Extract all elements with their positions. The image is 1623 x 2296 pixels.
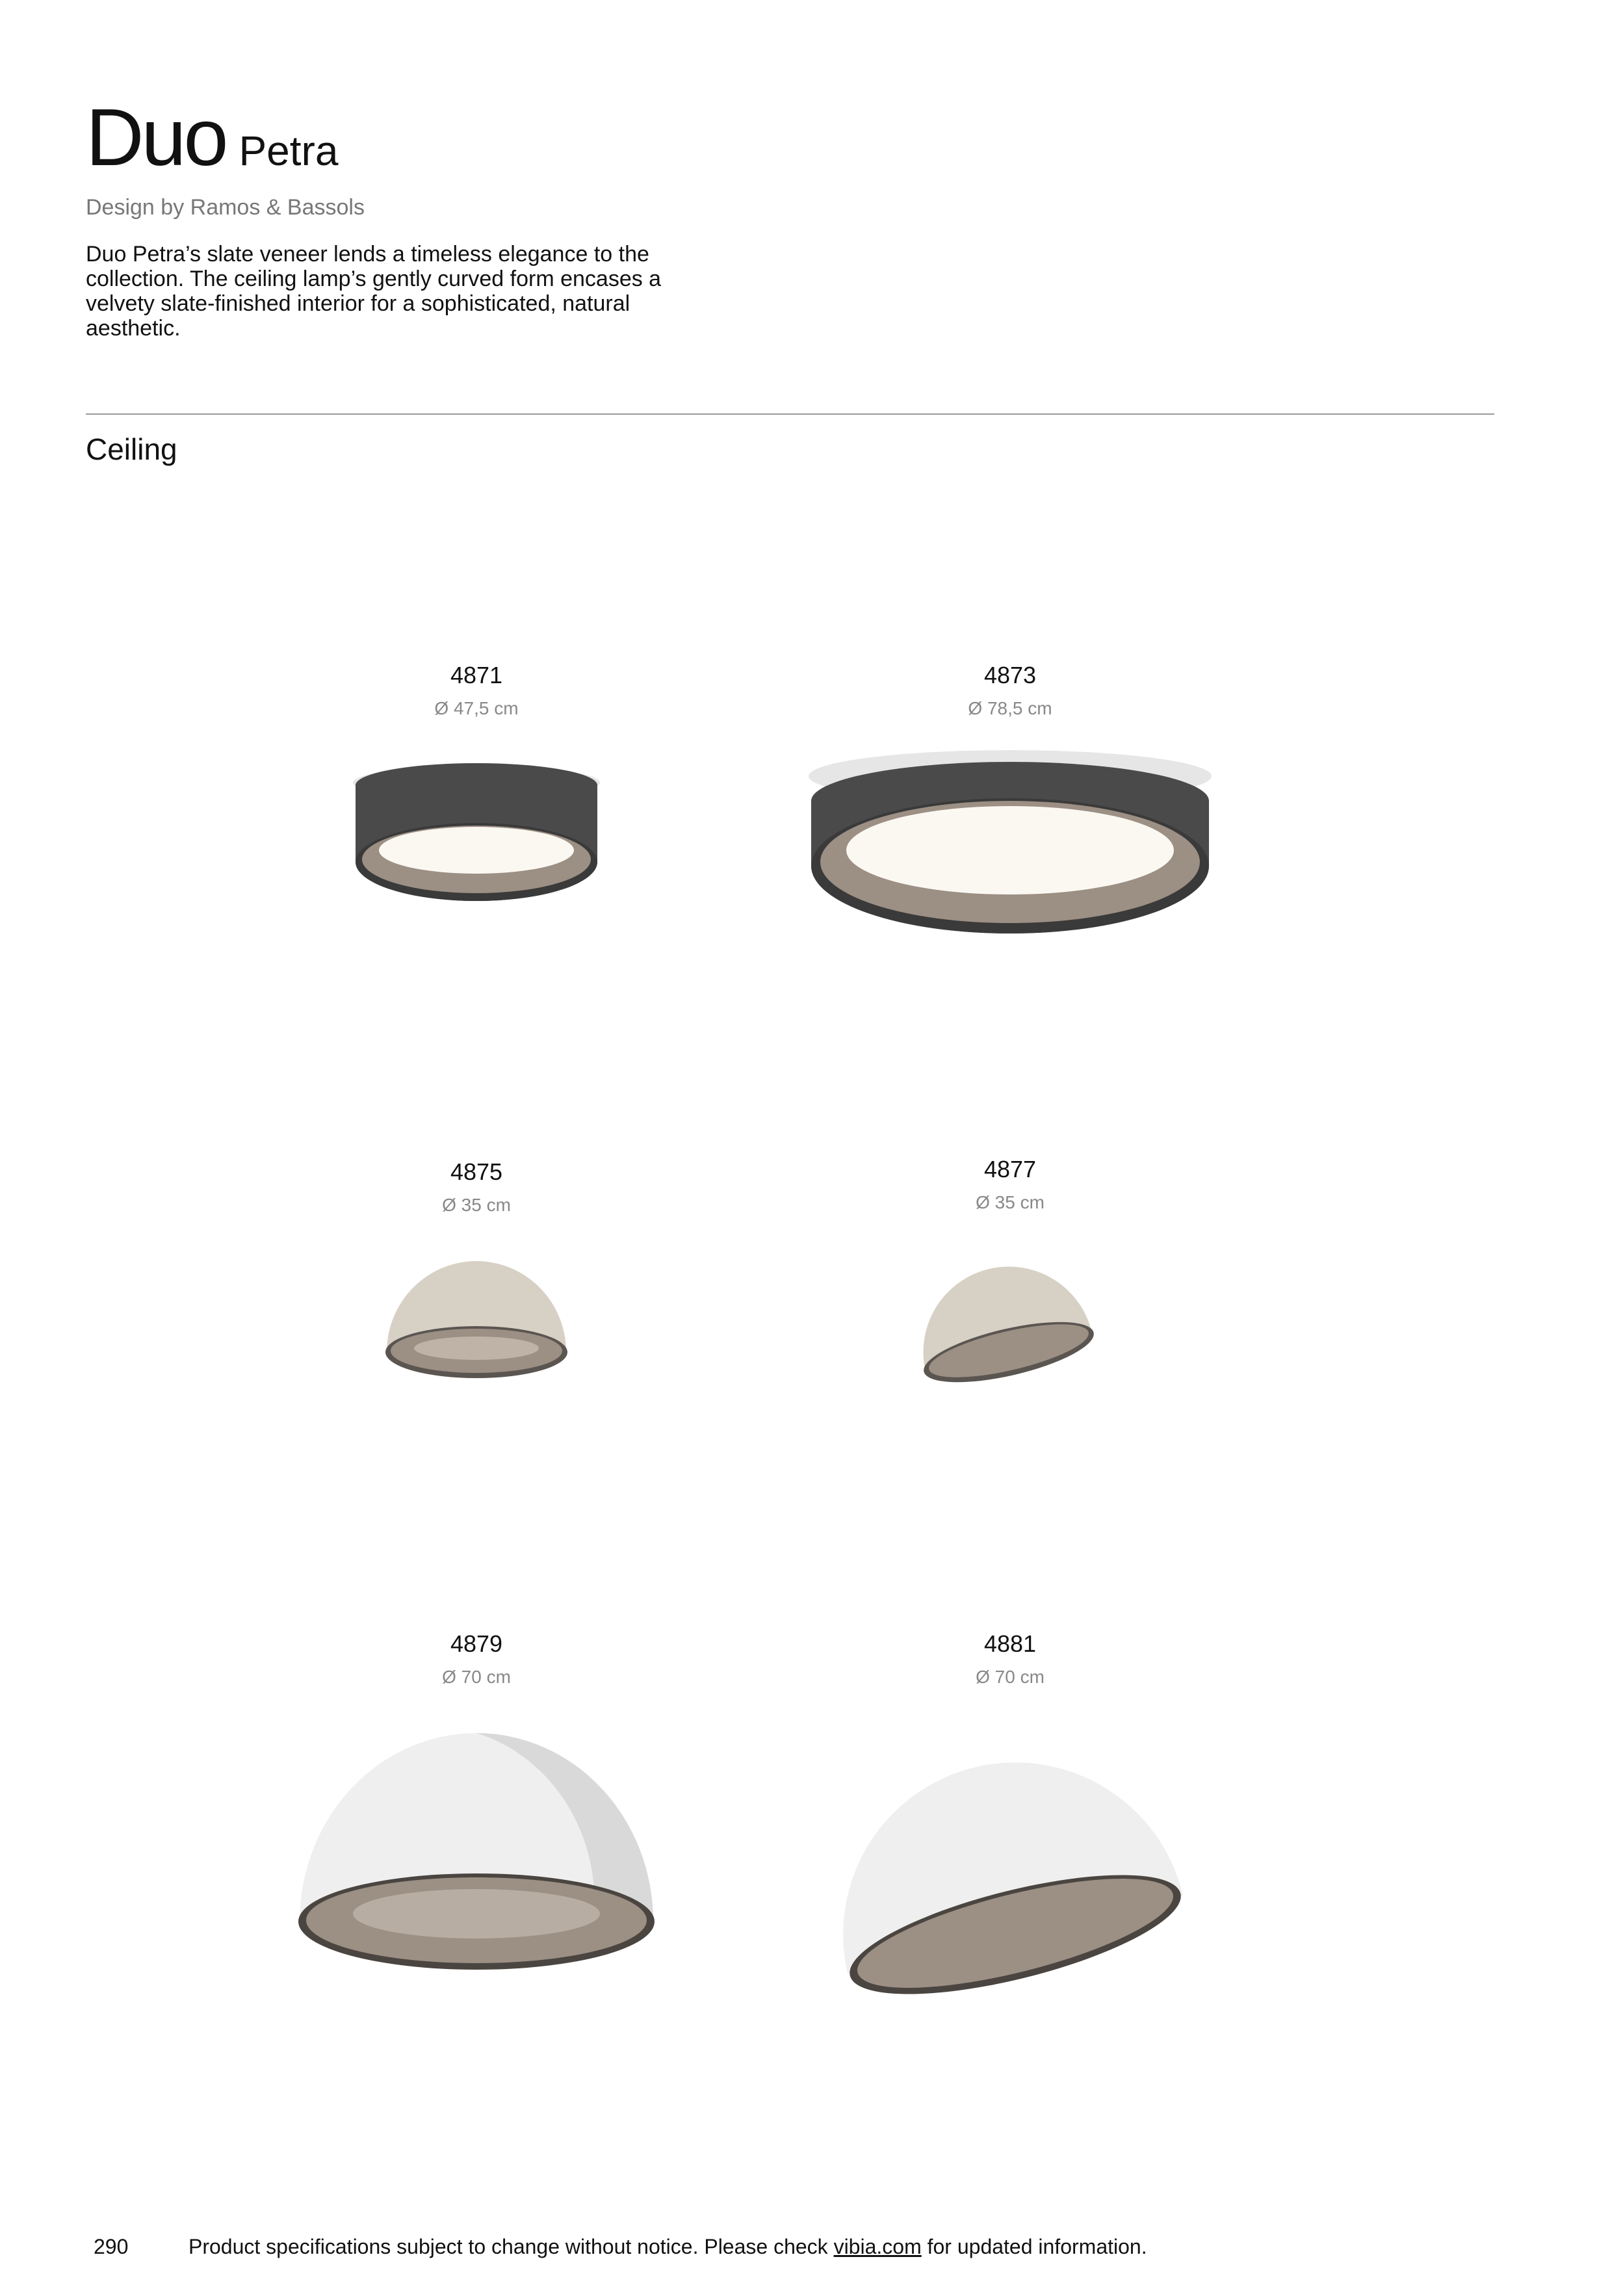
dome-ceiling-lamp-icon — [379, 1242, 574, 1411]
flat-round-ceiling-lamp-icon — [796, 742, 1225, 963]
product-diameter: Ø 78,5 cm — [968, 698, 1052, 718]
product-code: 4879 — [450, 1630, 503, 1657]
intro-paragraph: Duo Petra’s slate veneer lends a timeless elegance to the collection. The ceiling lamp’s gently curved form encases a velvety slate-finished interior for a sophisticated, natural aesthetic. — [86, 242, 662, 341]
flat-round-ceiling-lamp-icon — [340, 755, 613, 924]
section-heading: Ceiling — [86, 432, 177, 466]
tilted-dome-ceiling-lamp-icon — [822, 1714, 1199, 2026]
website-link[interactable]: vibia.com — [833, 2235, 922, 2258]
product-card — [783, 662, 1238, 963]
footer-notice-after: for updated information. — [921, 2235, 1147, 2258]
footer-notice-before: Product specifications subject to change without notice. Please check — [188, 2235, 834, 2258]
designer-credit: Design by Ramos & Bassols — [86, 195, 365, 220]
page-title — [86, 93, 339, 183]
product-code: 4871 — [450, 662, 503, 688]
product-code: 4877 — [983, 1156, 1037, 1182]
product-diameter: Ø 47,5 cm — [434, 698, 519, 718]
product-card — [249, 1158, 704, 1411]
product-diameter: Ø 35 cm — [442, 1195, 511, 1215]
product-code: 4873 — [983, 662, 1037, 688]
product-diameter: Ø 35 cm — [976, 1192, 1045, 1212]
product-card — [249, 662, 704, 924]
product-card — [249, 1630, 704, 2026]
product-code: 4881 — [983, 1630, 1037, 1657]
product-code: 4875 — [450, 1158, 503, 1185]
title-main: Duo — [86, 93, 226, 183]
dome-ceiling-lamp-icon — [288, 1714, 665, 2026]
tilted-dome-ceiling-lamp-icon — [913, 1242, 1108, 1411]
divider — [86, 413, 1494, 415]
title-sub: Petra — [239, 127, 339, 174]
footer-notice — [188, 2235, 1147, 2259]
page-number: 290 — [94, 2235, 129, 2258]
product-diameter: Ø 70 cm — [976, 1667, 1045, 1687]
product-diameter: Ø 70 cm — [442, 1667, 511, 1687]
product-card — [783, 1156, 1238, 1411]
product-card — [783, 1630, 1238, 2026]
